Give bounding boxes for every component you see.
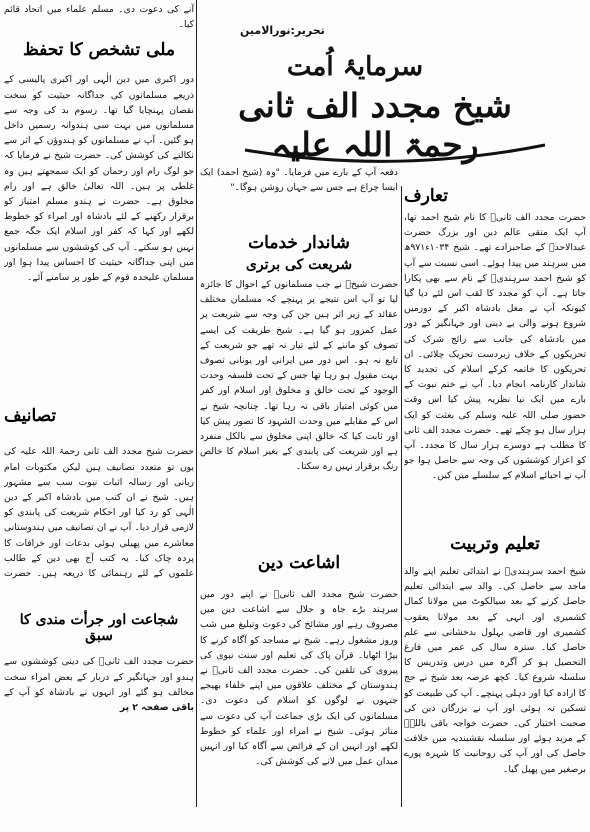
section-heading-tasaneef: تصانیف [4, 406, 57, 427]
top-left-continuation: آنے کی دعوت دی۔ مسلم علماء میں اتحاد قائم کیا۔ [4, 4, 194, 31]
column-left [4, 0, 194, 716]
section-heading-khidmat: شاندار خدمات [248, 233, 350, 253]
section-intro-khidmat: دفعہ آپ کے بارے میں فرمایا۔ "وہ (شیخ احمد) ایک ایسا چراغ ہے جس سے جہاں روشن ہوگا۔" [200, 167, 398, 194]
section-subheading-shariat: شریعت کی برتری [245, 257, 353, 273]
column-rule-left [196, 0, 197, 807]
section-heading-taleem: تعلیم وتربیت [450, 534, 540, 554]
section-body-khidmat: حضرت شیخؒ نے جب مسلمانوں کے احوال کا جائزہ لیا تو آپ اس نتیجے پر پہنچے کہ مسلمان مختلف عقائد کے زیر اثر ہیں جن کی وجہ سے شریعت پر عمل کمزور ہو گیا ہے۔ شیخ طریقت کی ایسے تصوف کو ماننے کے لئے تیار نہ تھے جو شریعت کے تابع نہ ہو۔ اس دور میں ایرانی اور یونانی تصوف بہت مقبول ہو رہا تھا جس کے تحت فلسفہ وحدت الوجود کے تحت خالق و مخلوق اور اسلام اور کفر میں کوئی امتیاز باقی نہ رہا تھا۔ چنانچہ شیخ نے اس کے مقابلے میں وحدت الشہود کا تصور پیش کیا اور ثابت کیا کہ خالق اپنی مخلوق سے بالکل منفرد ہے اور شریعت کی پابندی کے بغیر اسلام کا خالص رنگ برقرار نہیں رہ سکتا۔ [200, 279, 398, 473]
section-body-taaruf: حضرت مجدد الف ثانیؒ کا نام شیخ احمد تھا، آپ ایک متقی عالم دین اور بزرگ حضرت عبدالاحدؒ کے صاحبزادے تھے۔ شیخ ۱۰۳۴ء۹۷۱ھ میں سرہند میں پیدا ہوئے۔ اسی نسبت سے آپ کو شیخ احمد سرہندیؒ کے نام سے بھی پکارا جاتا ہے۔ آپ کو مجدد کا لقب اس لئے دیا گیا کیونکہ آپ نے مغل بادشاہ اکبر کے دورمیں شروع ہونے والی بے دینی اور جہانگیر کے دور میں بادشاہ کی جانب سے رائج شرک کی تحریکوں کے خلاف زبردست تحریک چلائی۔ ان تحریکوں کا خاتمہ کرکے اسلام کی تجدید کا شاندار کارنامہ انجام دیا۔ آپ نے ختم نبوت کے بارے میں ایک نیا نظریہ پیش کیا اس وقت حضور صلی اللہ علیہ وسلم کی بعثت کو ایک ہزار سال ہو چکے تھے۔ حضرت مجدد الف ثانی کا مطلب ہے دوسرے ہزار سال کا مجدد۔ آپ کو اعزاز کوششوں کی وجہ سے حاصل ہوا جو آپ نے احیائے اسلام کے سلسلے میں کیں۔ [404, 212, 586, 482]
column-middle [200, 165, 398, 832]
section-heading-taaruf: تعارف [404, 186, 448, 206]
byline: تحریر:نورالامین [240, 24, 325, 37]
section-body-tasaneef: حضرت شیخ مجدد الف ثانی رحمۃ اللہ علیہ کی یوں تو متعدد تصانیف ہیں لیکن مکتوبات امام ربانی اور رسالہ اثبات نبوت سب سے مشہور ہیں۔ شیخ نے ان کتب میں بادشاہ اکبر کے دین الٰہی کو رد کیا اور احکام شریعت کی پابندی کو لازمی قرار دیا۔ آپ نے ان تصانیف میں ہندوستانی معاشرے میں پھیلی ہوئی بدعات اور خرافات کا پردہ چاک کیا۔ یہ کتب آج بھی دین کے طالب علموں کے لئے رہنمائی کا ذریعہ ہیں۔ حضرت [4, 446, 194, 580]
section-body-shujaat: حضرت مجدد الف ثانیؒ کی دینی کوششوں سے ہندو اور جہانگیر کے دربار کے بعض امراء سخت مخالف ہو گئے اور انہوں نے بادشاہ کو آپ کے [4, 656, 194, 698]
column-right [404, 186, 586, 808]
section-heading-milli: ملی تشخص کا تحفظ [22, 40, 176, 61]
section-body-taleem: شیخ احمد سرہندیؒ نے ابتدائی تعلیم اپنے والد ماجد سے حاصل کی۔ والد سے ابتدائی تعلیم حاصل کرنے کے بعد سیالکوٹ میں مولانا کمال کشمیری اور انہی کے بعد مولانا یعقوب کشمیری اور قاضی بہلول بدخشانی سے علم حاصل کیا۔ سترہ سال کی عمر میں فارغ التحصیل ہو کر آگرہ میں درس وتدریس کا سلسلہ شروع کیا۔ کچھ عرصہ بعد شیخ نے حج کا ارادہ کیا اور دہلی پہنچے۔ آپ کی طبیعت کو تسکین نہ ہوئی اور آپ نے بزرگان دین کی صحبت اختیار کی۔ حضرت خواجہ باقی باللہؒ کے مرید ہوئے اور سلسلہ نقشبندیہ میں خلافت حاصل کی اور آپ کی روحانیت کا شہرہ پورے برصغیر میں پھیل گیا۔ [404, 566, 586, 775]
section-body-milli: دور اکبری میں دین الٰہی اور اکبری پالیسی کے ذریعے مسلمانوں کی جداگانہ حیثیت کو سخت نقصان پہنچایا گیا تھا۔ رسوم بد کی وجہ سے مسلمانوں میں بہت سی ہندوانہ رسمیں داخل ہو گئیں۔ آپ نے مسلمانوں کو ہندوؤں کے اثر سے نکالنے کی کوشش کی۔ حضرت شیخ نے فرمایا کہ جو لوگ رام اور رحمان کو ایک سمجھتے ہیں وہ غلطی پر ہیں۔ اللہ تعالیٰ خالق ہے اور رام مخلوق ہے۔ حضرت نے ہندو مسلم امتیاز کو برقرار رکھنے کے لئے بادشاہ اور امراء کو خطوط لکھے اور کہا کہ کفر اور اسلام ایک جگہ جمع نہیں ہو سکتے۔ آپ کی کوششوں سے مسلمانوں میں اپنی جداگانہ حیثیت کا احساس پیدا ہوا اور مسلمان علیحدہ قوم کے طور پر سامنے آئے۔ [4, 74, 194, 284]
continued-note: باقی صفحہ ۲ پر [119, 702, 194, 714]
masthead-line1: سرمایۂ اُمت [286, 52, 424, 82]
masthead-title: شیخ مجدد الف ثانی رحمۃ اللہ علیہ [238, 86, 512, 164]
section-body-ishaat: حضرت شیخ مجدد الف ثانیؒ نے اپنے دور میں سرہند بڑے جاہ و جلال سے اشاعت دین میں مصروف رہے اور مشائخ کی دعوت وتبلیغ میں شب وروز مشغول رہے۔ شیخ نے مساجد کو آگاہ کرنے کا بیڑا اٹھایا۔ قرآن پاک کی تعلیم اور سنت نبوی کی پیروی کی تلقین کی۔ حضرت مجدد الف ثانیؒ نے ہندوستان کے مختلف علاقوں میں اپنے خلفاء بھیجے جنہوں نے لوگوں کو اسلام کی دعوت دی۔ مسلمانوں کی ایک بڑی جماعت آپ کی دعوت سے متاثر ہوئی۔ شیخ نے امراء اور علماء کو خطوط لکھے اور انہیں ان کے فرائض سے آگاہ کیا اور انہیں میدان عمل میں لانے کی کوشش کی۔ [200, 589, 398, 768]
column-rule-right [401, 186, 402, 807]
masthead-ornament [235, 50, 555, 170]
section-heading-ishaat: اشاعت دین [257, 553, 341, 573]
section-heading-shujaat: شجاعت اور جرأت مندی کا سبق [19, 612, 179, 645]
